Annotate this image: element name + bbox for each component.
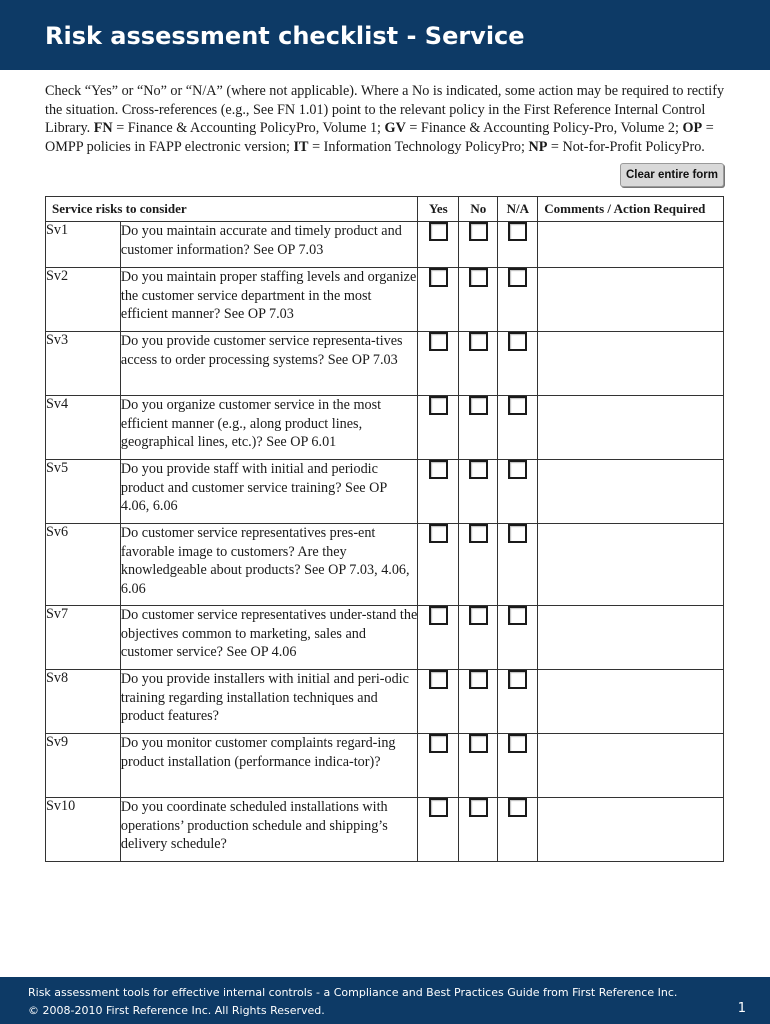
risk-question: Do you organize customer service in the most efficient manner (e.g., along product lines, geographical lines, etc.)? See OP 6.01 [120, 396, 418, 460]
no-cell [459, 670, 498, 734]
risk-question: Do customer service representatives pres-ent favorable image to customers? Are they knowledgeable about products? See OP 7.03, 4.06, 6.06 [120, 524, 418, 606]
risk-id: Sv2 [46, 268, 121, 332]
comments-cell[interactable] [538, 460, 724, 524]
comments-cell[interactable] [538, 734, 724, 798]
header-comments: Comments / Action Required [538, 197, 724, 222]
no-checkbox[interactable] [469, 332, 488, 351]
no-cell [459, 268, 498, 332]
no-checkbox[interactable] [469, 670, 488, 689]
instructions-text: Check “Yes” or “No” or “N/A” (where not applicable). Where a No is indicated, some action may be required to rectify the situation. Cross-references (e.g., See FN 1.01) point to the relevant policy in the First Reference Internal Control Library. FN = Finance & Accounting PolicyPro, Volume 1; GV = Finance & Accounting Policy-Pro, Volume 2; OP = OMPP policies in FAPP electronic version; IT = Information Technology PolicyPro; NP = Not-for-Profit PolicyPro. [45, 83, 725, 156]
na-cell [498, 524, 538, 606]
clear-form-button[interactable]: Clear entire form [620, 163, 724, 187]
yes-checkbox[interactable] [429, 670, 448, 689]
no-cell [459, 734, 498, 798]
yes-checkbox[interactable] [429, 734, 448, 753]
na-cell [498, 670, 538, 734]
risk-id: Sv3 [46, 332, 121, 396]
na-checkbox[interactable] [508, 606, 527, 625]
table-header-row [46, 197, 724, 222]
risk-id: Sv4 [46, 396, 121, 460]
footer-copyright: © 2008-2010 First Reference Inc. All Rights Reserved. [28, 1004, 325, 1017]
na-checkbox[interactable] [508, 798, 527, 817]
risk-question: Do you provide installers with initial and peri-odic training regarding installation techniques and product features? [120, 670, 418, 734]
no-checkbox[interactable] [469, 524, 488, 543]
risk-question: Do you provide staff with initial and periodic product and customer service training? See OP 4.06, 6.06 [120, 460, 418, 524]
yes-checkbox[interactable] [429, 460, 448, 479]
table-row [46, 222, 724, 268]
na-checkbox[interactable] [508, 460, 527, 479]
risk-id: Sv8 [46, 670, 121, 734]
page-header [0, 0, 770, 70]
header-na: N/A [498, 197, 538, 222]
header-no: No [459, 197, 498, 222]
yes-cell [418, 268, 459, 332]
comments-cell[interactable] [538, 524, 724, 606]
na-cell [498, 460, 538, 524]
risk-checklist-table [45, 196, 724, 862]
risk-question: Do you monitor customer complaints regard-ing product installation (performance indica-tor)? [120, 734, 418, 798]
comments-cell[interactable] [538, 268, 724, 332]
na-checkbox[interactable] [508, 734, 527, 753]
footer-line-1: Risk assessment tools for effective internal controls - a Compliance and Best Practices Guide from First Reference Inc. [28, 986, 678, 999]
risk-question: Do customer service representatives under-stand the objectives common to marketing, sales and customer service? See OP 4.06 [120, 606, 418, 670]
yes-cell [418, 606, 459, 670]
header-risks: Service risks to consider [46, 197, 418, 222]
na-cell [498, 734, 538, 798]
yes-cell [418, 734, 459, 798]
comments-cell[interactable] [538, 396, 724, 460]
no-cell [459, 798, 498, 862]
na-checkbox[interactable] [508, 222, 527, 241]
na-cell [498, 332, 538, 396]
page-number: 1 [737, 1001, 746, 1016]
risk-id: Sv10 [46, 798, 121, 862]
yes-cell [418, 396, 459, 460]
comments-cell[interactable] [538, 798, 724, 862]
no-cell [459, 606, 498, 670]
na-checkbox[interactable] [508, 268, 527, 287]
yes-checkbox[interactable] [429, 524, 448, 543]
table-row [46, 606, 724, 670]
comments-cell[interactable] [538, 670, 724, 734]
comments-cell[interactable] [538, 606, 724, 670]
yes-cell [418, 670, 459, 734]
risk-question: Do you maintain accurate and timely product and customer information? See OP 7.03 [120, 222, 418, 268]
risk-id: Sv5 [46, 460, 121, 524]
yes-checkbox[interactable] [429, 606, 448, 625]
table-row [46, 396, 724, 460]
header-yes: Yes [418, 197, 459, 222]
risk-id: Sv7 [46, 606, 121, 670]
risk-id: Sv9 [46, 734, 121, 798]
page-title: Risk assessment checklist - Service [45, 22, 525, 50]
no-cell [459, 396, 498, 460]
yes-checkbox[interactable] [429, 268, 448, 287]
table-row [46, 798, 724, 862]
na-checkbox[interactable] [508, 396, 527, 415]
no-checkbox[interactable] [469, 734, 488, 753]
na-cell [498, 606, 538, 670]
comments-cell[interactable] [538, 332, 724, 396]
no-checkbox[interactable] [469, 798, 488, 817]
no-checkbox[interactable] [469, 606, 488, 625]
na-cell [498, 268, 538, 332]
comments-cell[interactable] [538, 222, 724, 268]
na-cell [498, 222, 538, 268]
na-checkbox[interactable] [508, 524, 527, 543]
no-checkbox[interactable] [469, 268, 488, 287]
table-row [46, 332, 724, 396]
page-footer [0, 977, 770, 1024]
yes-checkbox[interactable] [429, 332, 448, 351]
risk-question: Do you provide customer service representa-tives access to order processing systems? See OP 7.03 [120, 332, 418, 396]
no-checkbox[interactable] [469, 222, 488, 241]
na-cell [498, 798, 538, 862]
na-checkbox[interactable] [508, 332, 527, 351]
table-row [46, 524, 724, 606]
risk-id: Sv1 [46, 222, 121, 268]
yes-cell [418, 524, 459, 606]
risk-question: Do you maintain proper staffing levels and organize the customer service department in the most efficient manner? See OP 7.03 [120, 268, 418, 332]
no-checkbox[interactable] [469, 396, 488, 415]
table-row [46, 460, 724, 524]
no-cell [459, 222, 498, 268]
yes-checkbox[interactable] [429, 798, 448, 817]
table-row [46, 670, 724, 734]
yes-checkbox[interactable] [429, 396, 448, 415]
no-checkbox[interactable] [469, 460, 488, 479]
na-checkbox[interactable] [508, 670, 527, 689]
na-cell [498, 396, 538, 460]
table-row [46, 734, 724, 798]
risk-question: Do you coordinate scheduled installations with operations’ production schedule and shipping’s delivery schedule? [120, 798, 418, 862]
no-cell [459, 332, 498, 396]
yes-cell [418, 460, 459, 524]
no-cell [459, 460, 498, 524]
yes-cell [418, 798, 459, 862]
yes-checkbox[interactable] [429, 222, 448, 241]
yes-cell [418, 332, 459, 396]
yes-cell [418, 222, 459, 268]
table-row [46, 268, 724, 332]
instructions [45, 82, 725, 157]
no-cell [459, 524, 498, 606]
risk-id: Sv6 [46, 524, 121, 606]
